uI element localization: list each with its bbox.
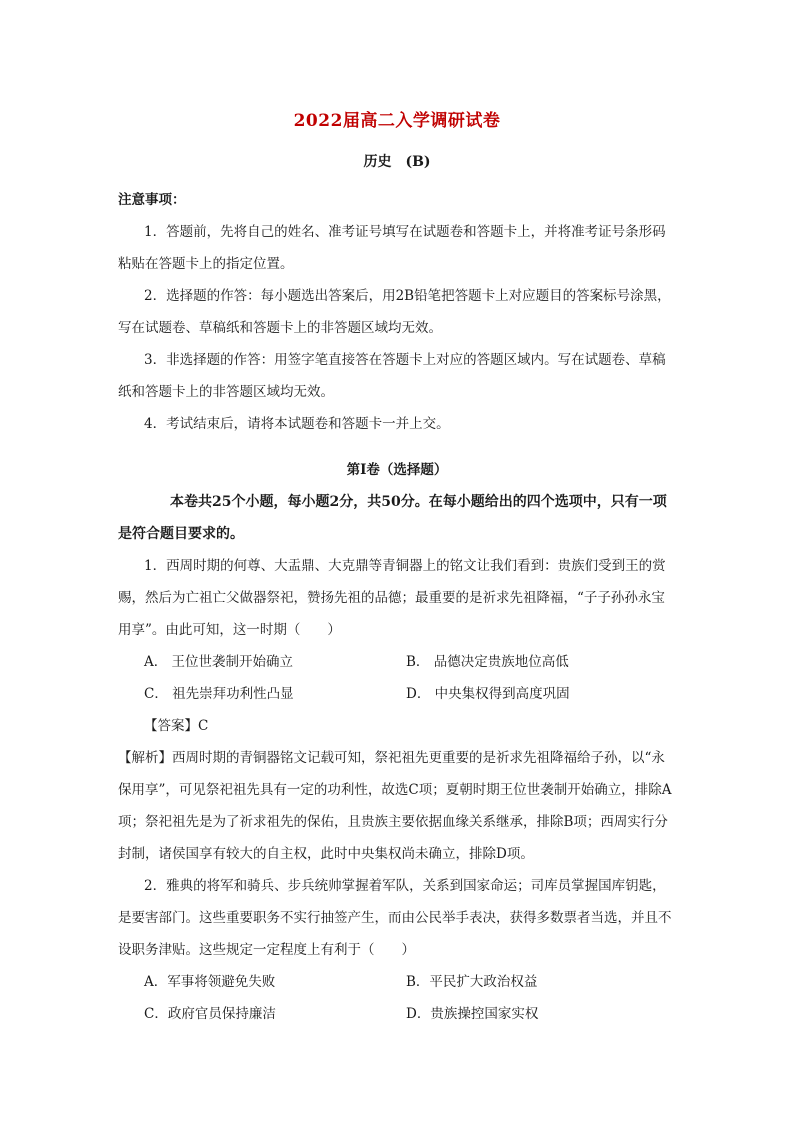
question-stem: 1．西周时期的何尊、大盂鼎、大克鼎等青铜器上的铭文让我们看到：贵族们受到王的赏赐，然后为亡祖亡父做器祭祀，赞扬先祖的品德；最重要的是祈求先祖降福，“子子孙孙永宝用享”。由此可知，这一时期（ ） (118, 558, 666, 638)
page-content (118, 184, 676, 1030)
notice-item: 3．非选择题的作答：用签字笔直接答在答题卡上对应的答题区域内。写在试题卷、草稿纸和答题卡上的非答题区域均无效。 (118, 352, 666, 400)
question-stem: 2．雅典的将军和骑兵、步兵统帅掌握着军队，关系到国家命运；司库员掌握国库钥匙，是要害部门。这些重要职务不实行抽签产生，而由公民举手表决，获得多数票者当选，并且不设职务津贴。这些规定一定程度上有利于（ ） (118, 878, 672, 958)
option-c: C． 祖先崇拜功利性凸显 (144, 686, 294, 702)
analysis-text: 【解析】西周时期的青铜器铭文记载可知，祭祀祖先更重要的是祈求先祖降福给子孙，以“永保用享”，可见祭祀祖先具有一定的功利性，故选C项；夏朝时期王位世袭制开始确立，排除A项；祭祀祖先是为了祈求祖先的保佑，且贵族主要依据血缘关系继承，排除B项；西周实行分封制，诸侯国享有较大的自主权，此时中央集权尚未确立，排除D项。 (118, 750, 672, 862)
notice-item: 4．考试结束后，请将本试题卷和答题卡一并上交。 (144, 416, 450, 432)
option-c: C．政府官员保持廉洁 (144, 1006, 276, 1022)
option-d: D． 中央集权得到高度巩固 (406, 686, 570, 702)
subject-subtitle: 历史 (B) (363, 154, 431, 170)
option-row (118, 678, 676, 710)
notice-item: 2．选择题的作答：每小题选出答案后，用2B铅笔把答题卡上对应题目的答案标号涂黑，写在试题卷、草稿纸和答题卡上的非答题区域均无效。 (118, 288, 671, 336)
notice-heading: 注意事项： (118, 192, 186, 208)
section-instructions: 本卷共25个小题，每小题2分，共50分。在每小题给出的四个选项中，只有一项是符合题目要求的。 (118, 494, 667, 542)
answer-line: 【答案】C (144, 718, 209, 734)
option-b: B． 品德决定贵族地位高低 (406, 654, 569, 670)
notice-item: 1．答题前，先将自己的姓名、准考证号填写在试题卷和答题卡上，并将准考证号条形码粘贴在答题卡上的指定位置。 (118, 224, 666, 272)
option-b: B．平民扩大政治权益 (406, 974, 538, 990)
option-row (118, 646, 676, 678)
option-a: A． 王位世袭制开始确立 (144, 654, 294, 670)
page-title: 2022届高二入学调研试卷 (293, 111, 501, 131)
option-d: D．贵族操控国家实权 (406, 1006, 539, 1022)
option-row (118, 998, 676, 1030)
section-title: 第Ⅰ卷（选择题） (346, 462, 448, 478)
option-a: A．军事将领避免失败 (144, 974, 276, 990)
option-row (118, 966, 676, 998)
